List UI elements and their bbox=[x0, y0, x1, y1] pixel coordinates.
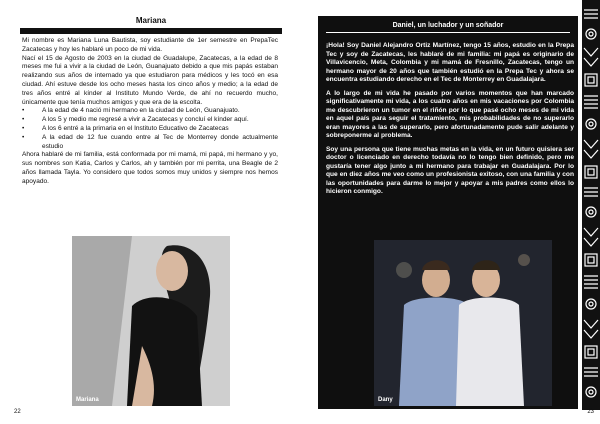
photo-illustration bbox=[374, 240, 552, 406]
bullet-icon: • bbox=[22, 124, 25, 132]
left-page-text bbox=[22, 37, 278, 187]
photo-caption: Dany bbox=[378, 397, 393, 403]
list-item bbox=[22, 134, 278, 152]
mariana-photo bbox=[72, 236, 230, 406]
left-page-title: Mariana bbox=[135, 16, 167, 25]
left-paragraph: Ahora hablaré de mi familia, está conformada por mi mamá, mi papá, mi hermano y yo, sus nombres son Katia, Carlos y Carlos, ah y también por mi perrita, una Beagle de 2 años llamada Tayla. Yo considero que todos somos muy unidos y siempre nos hemos apoyado. bbox=[22, 151, 278, 185]
list-item bbox=[22, 116, 278, 125]
left-paragraph: Mi nombre es Mariana Luna Bautista, soy estudiante de 1er semestre en PrepaTec Zacatecas y hoy les hablaré un poco de mi vida. bbox=[22, 37, 278, 53]
bullet-icon: • bbox=[22, 133, 25, 141]
dany-photo bbox=[374, 240, 552, 406]
title-divider bbox=[326, 32, 570, 33]
right-page-title: Daniel, un luchador y un soñador bbox=[392, 22, 504, 29]
list-item-text: A la edad de 4 nació mi hermano en la ciudad de León, Guanajuato. bbox=[42, 107, 240, 115]
decorative-border-pattern bbox=[582, 0, 600, 410]
right-paragraph: A lo largo de mi vida he pasado por varios momentos que han marcado significativamente mi vida, a los cuatro años en mis vacaciones por Colombia me descubrieron un tumor en el riñón por lo que pasé ocho meses de mi vida en aquel país para seguir el tratamiento, mis probabilidades de no superarlo eran mayores a las de superarlo, pero afortunadamente pude salir adelante y sobreponerme al problema. bbox=[326, 89, 574, 139]
page-number: 23 bbox=[587, 409, 594, 415]
bullet-icon: • bbox=[22, 116, 25, 124]
list-item bbox=[22, 125, 278, 134]
right-page-text bbox=[326, 42, 574, 202]
photo-caption: Mariana bbox=[76, 397, 99, 403]
right-paragraph: Soy una persona que tiene muchas metas en la vida, en un futuro quisiera ser doctor o licenciado en derecho todavía no lo tengo bien definido, pero me gustaría tener algo junto a mi hermano para trabajar en Guadalajara. Por lo que en diez años me veo como un profesionista exitoso, con una familia y con las oportunidades para darme lo mejor y apoyar a mis padres como ellos lo hicieron conmigo. bbox=[326, 145, 574, 195]
tribal-pattern-icon bbox=[582, 0, 600, 410]
photo-illustration bbox=[72, 236, 230, 406]
left-paragraph: Nací el 15 de Agosto de 2003 en la ciudad de Guadalupe, Zacatecas, a la edad de 8 meses me fui a vivir a la ciudad de León, Guanajuato debido a que mis papás estaban realizando sus años de internado ya que estudiaron para médicos y les tocó en esa ciudad. Ahí estuve desde los ocho meses hasta los cinco años y medio; a la edad de tres años entré al kínder al Instituto Mundo Verde, de ahí no recuerdo mucho, únicamente que tenía muchos amigos y que era de la escolta. bbox=[22, 54, 278, 106]
bullet-icon: • bbox=[22, 107, 25, 115]
list-item-text: A los 5 y medio me regresé a vivir a Zacatecas y concluí el kínder aquí. bbox=[42, 116, 249, 124]
list-item-text: A la edad de 12 fue cuando entre al Tec de Monterrey donde actualmente estudio bbox=[42, 133, 278, 150]
right-paragraph: ¡Hola! Soy Daniel Alejandro Ortiz Martínez, tengo 15 años, estudio en la Prepa Tec y soy de Zacatecas, les hablaré de mi familia: mi papá es originario de Villavicencio, Meta, Colombia y mi mamá de Fresnillo, Zacatecas, tengo un hermano mayor de 20 años que también estudió en la Prepa Tec y ahora se encuentra estudiando derecho en el Tec de Monterrey en Guadalajara. bbox=[326, 42, 574, 83]
page-number: 22 bbox=[14, 409, 21, 415]
list-item-text: A los 6 entré a la primaria en el Instituto Educativo de Zacatecas bbox=[42, 124, 229, 132]
list-item bbox=[22, 107, 278, 116]
